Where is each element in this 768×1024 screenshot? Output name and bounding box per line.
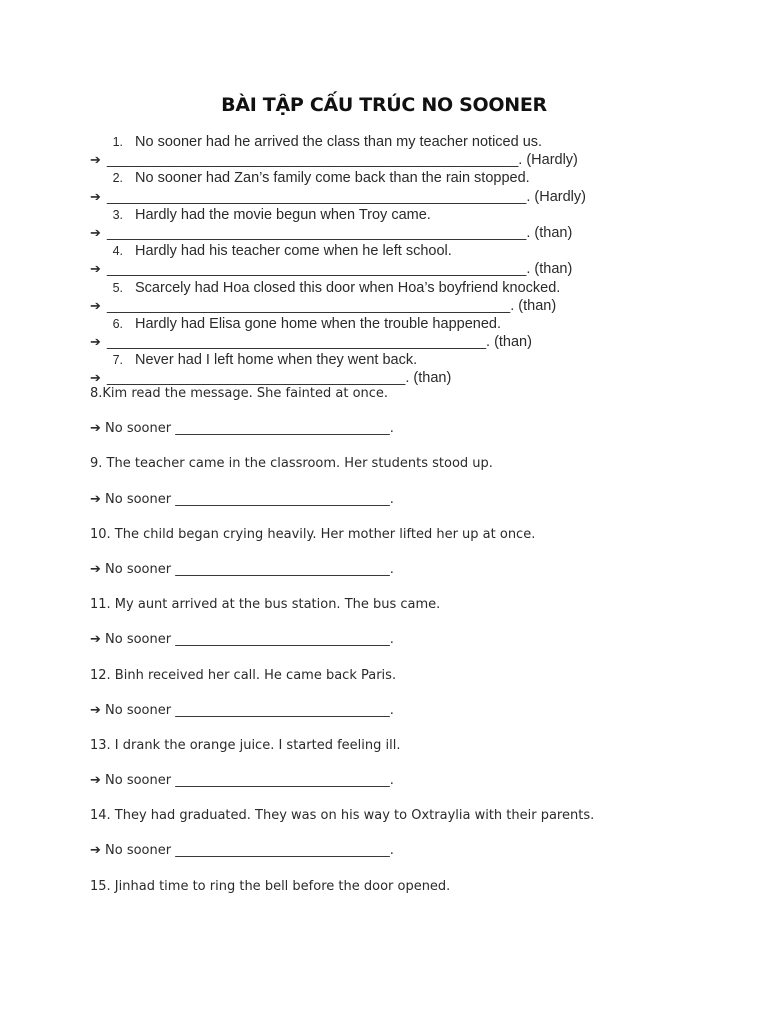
page-title: BÀI TẬP CẤU TRÚC NO SOONER [221,94,547,116]
exercise-number: 7. [112,353,123,368]
answer-blank: ____________________________________________________. (Hardly) [107,188,586,205]
arrow-icon: ➔ [90,297,101,313]
exercise-text: No sooner had Zan’s family come back than the rain stopped. [135,170,530,187]
exercise-question [90,206,710,224]
answer-line [90,297,710,315]
answer-line: ➔ No sooner _________________________________. [90,843,394,859]
answer-blank: __________________________________________________. (than) [107,297,557,314]
exercise-question [90,315,710,333]
exercise-sentence: 14. They had graduated. They was on his way to Oxtraylia with their parents. [90,808,595,824]
exercise-number: 1. [112,135,123,149]
exercise-sentence: 12. Binh received her call. He came back Paris. [90,667,397,683]
exercise-number: 6. [112,316,123,331]
answer-line [90,188,710,206]
arrow-icon: ➔ [90,370,101,386]
exercise-text: Never had I left home when they went back. [135,352,418,369]
exercise-number: 4. [112,244,123,259]
answer-line [90,151,710,169]
exercise-text: Scarcely had Hoa closed this door when Hoa’s boyfriend knocked. [135,279,561,296]
exercise-text: Hardly had the movie begun when Troy came. [135,206,431,223]
answer-blank: _______________________________________________. (than) [107,334,532,351]
answer-line: ➔ No sooner _________________________________. [90,561,394,577]
exercise-sentence: 11. My aunt arrived at the bus station. The bus came. [90,597,441,613]
answer-line: ➔ No sooner _________________________________. [90,632,394,648]
exercise-sentence: 10. The child began crying heavily. Her mother lifted her up at once. [90,526,536,542]
exercise-sentence: 13. I drank the orange juice. I started feeling ill. [90,737,401,753]
answer-line: ➔ No sooner _________________________________. [90,421,394,437]
exercise-question [90,169,710,187]
exercise-question [90,279,710,297]
exercise-question [90,351,710,369]
answer-line [90,333,710,351]
arrow-icon: ➔ [90,188,101,204]
exercise-question [90,242,710,260]
exercise-sentence: 15. Jinhad time to ring the bell before the door opened. [90,878,451,894]
answer-blank: ____________________________________________________. (than) [107,261,573,278]
arrow-icon: ➔ [90,152,101,168]
exercise-number: 5. [112,280,123,295]
exercise-sentence: 9. The teacher came in the classroom. Her students stood up. [90,456,493,472]
exercise-question [90,133,710,151]
answer-blank: _____________________________________. (than) [107,370,452,387]
exercise-number: 3. [112,207,123,222]
exercise-number: 2. [112,171,123,186]
arrow-icon: ➔ [90,334,101,350]
numbered-exercises [90,133,710,388]
answer-line [90,260,710,278]
answer-line: ➔ No sooner _________________________________. [90,773,394,789]
arrow-icon: ➔ [90,224,101,240]
exercise-sentence: 8.Kim read the message. She fainted at once. [90,386,389,401]
exercise-text: Hardly had his teacher come when he left school. [135,243,452,260]
answer-line [90,224,710,242]
sentence-rewrite-section [90,384,730,912]
answer-blank: ___________________________________________________. (Hardly) [107,152,578,169]
arrow-icon: ➔ [90,261,101,277]
exercise-text: No sooner had he arrived the class than my teacher noticed us. [135,134,543,150]
answer-blank: ____________________________________________________. (than) [107,224,573,241]
answer-line: ➔ No sooner _________________________________. [90,491,394,507]
exercise-text: Hardly had Elisa gone home when the trouble happened. [135,315,501,332]
answer-line: ➔ No sooner _________________________________. [90,702,394,718]
